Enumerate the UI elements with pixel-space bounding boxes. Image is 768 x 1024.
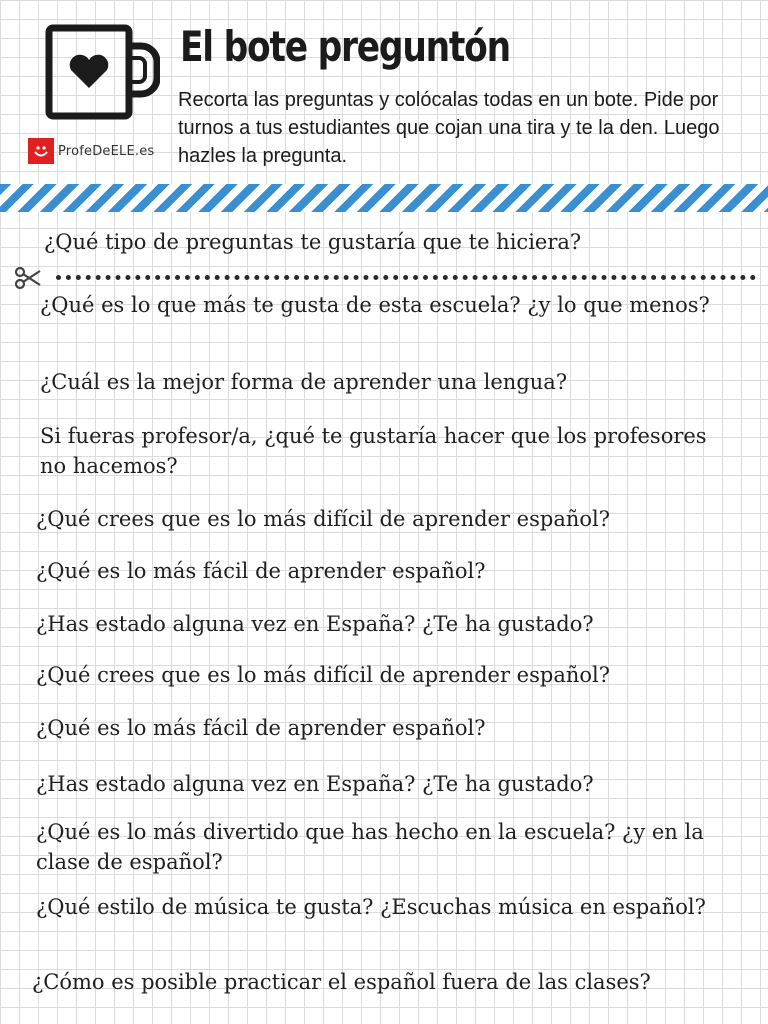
question-strip: ¿Cómo es posible practicar el español fuera de las clases? [32,970,651,994]
dotted-cut-line [56,275,756,280]
question-strip: Si fueras profesor/a, ¿qué te gustaría hacer que los profesores no hacemos? [40,424,707,478]
question-strip: ¿Qué es lo más fácil de aprender español? [36,559,486,583]
question-strip: ¿Qué tipo de preguntas te gustaría que te hiciera? [44,230,582,254]
question-strip: ¿Qué es lo más divertido que has hecho en la escuela? ¿y en la clase de español? [36,820,704,874]
page-title: El bote preguntón [180,22,510,71]
question-strip: ¿Cuál es la mejor forma de aprender una lengua? [40,370,568,394]
question-strip: ¿Has estado alguna vez en España? ¿Te ha gustado? [36,612,594,636]
question-strip: ¿Qué es lo más fácil de aprender español? [36,716,486,740]
profedeele-logo [28,138,154,164]
smiley-icon [28,138,54,164]
question-strip: ¿Has estado alguna vez en España? ¿Te ha gustado? [36,772,594,796]
mug-heart-icon [45,24,160,124]
question-strip: ¿Qué crees que es lo más difícil de aprender español? [36,507,610,531]
question-strip: ¿Qué estilo de música te gusta? ¿Escuchas música en español? [36,895,706,919]
question-strip: ¿Qué es lo que más te gusta de esta escuela? ¿y lo que menos? [40,293,710,317]
scissors-icon [14,266,42,290]
striped-divider [0,184,768,212]
logo-text: ProfeDeELE.es [58,143,155,159]
cut-line [14,266,758,290]
intro-text: Recorta las preguntas y colócalas todas en un bote. Pide por turnos a tus estudiantes que cojan una tira y te la den. Luego hazles la pregunta. [178,89,720,167]
question-strip: ¿Qué crees que es lo más difícil de aprender español? [36,663,610,687]
